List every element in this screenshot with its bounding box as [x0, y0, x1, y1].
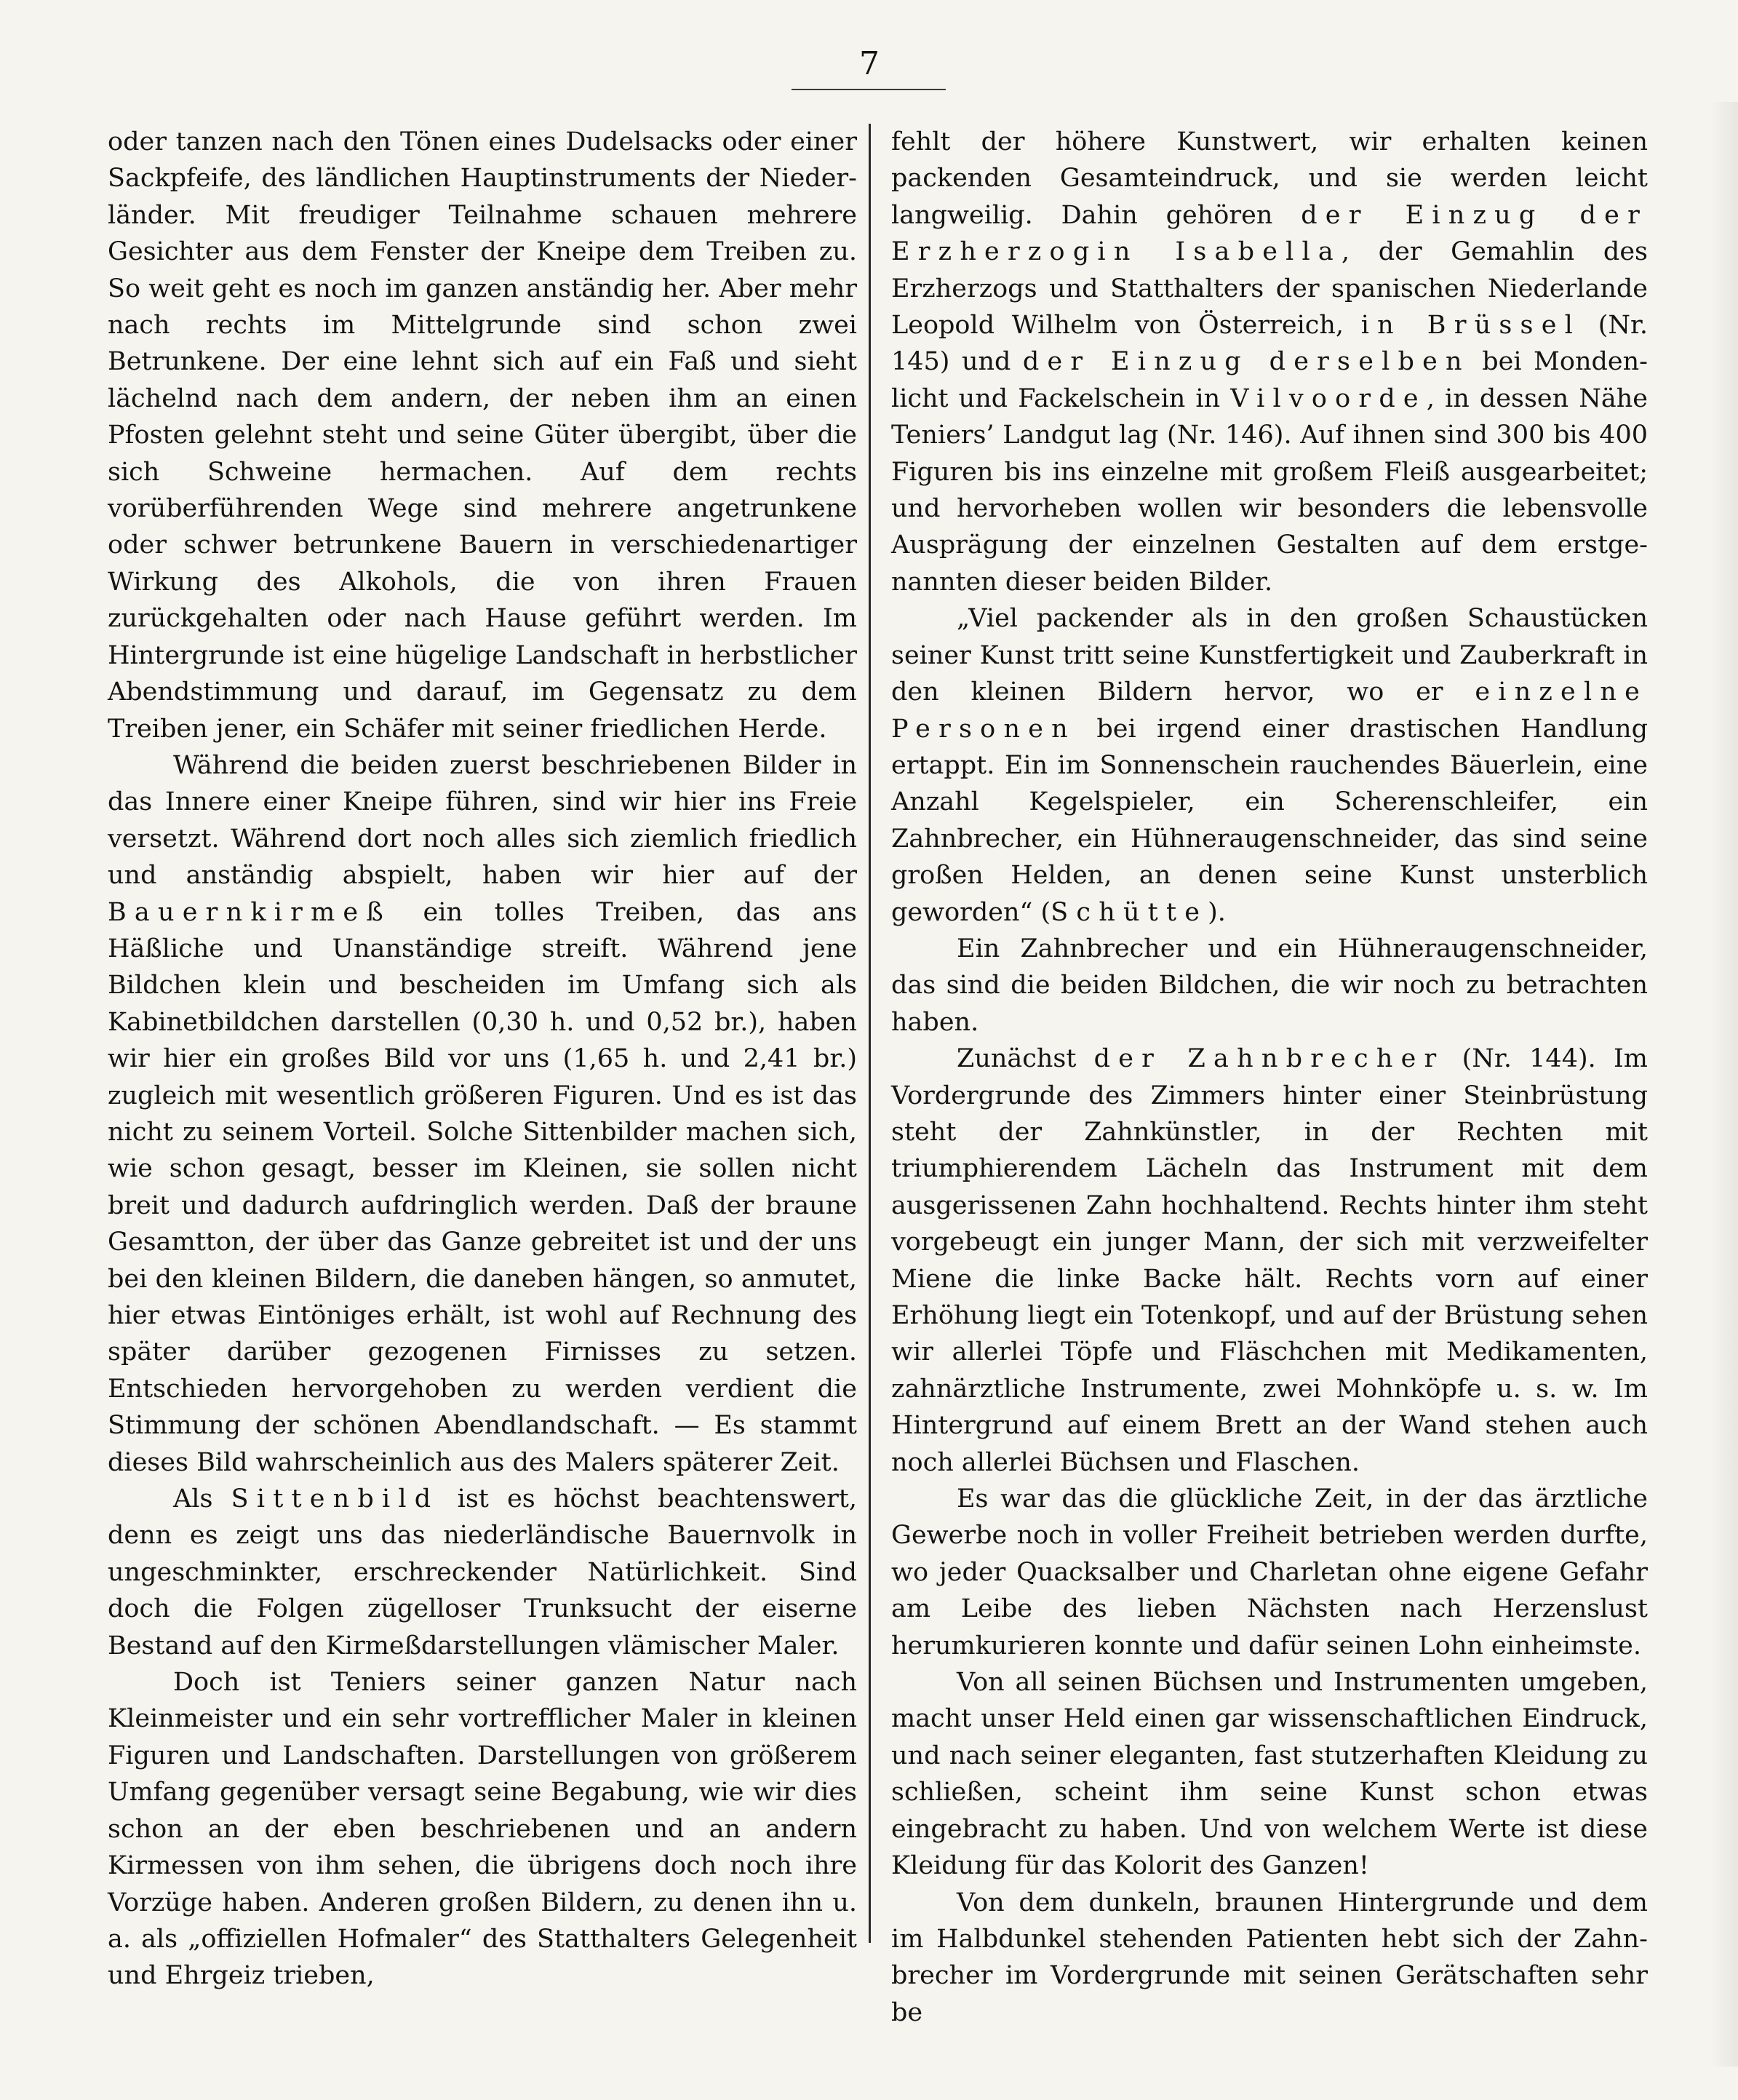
- text-run: ein tolles Treiben, das ans Häßliche und Unanständige streift. Während jene Bildchen klein und bescheiden im Umfang sich als Kabinetbildchen darstellen (0,30 h. und 0,52 br.), haben wir hier ein großes Bild vor uns (1,65 h. und 2,41 br.) zugleich mit wesentlich größeren Figuren. Und es ist das nicht zu seinem Vorteil. Solche Sittenbilder machen sich, wie schon gesagt, besser im Kleinen, sie sollen nicht breit und dadurch aufdringlich werden. Daß der braune Gesamtton, der über das Ganze gebreitet ist und der uns bei den kleinen Bildern, die daneben hängen, so anmutet, hier etwas Eintöniges erhält, ist wohl auf Rechnung des später darüber gezogenen Firnisses zu setzen. Entschieden hervorgehoben zu werden verdient die Stimmung der schönen Abendlandschaft. — Es stammt dieses Bild wahrscheinlich aus des Malers späterer Zeit.: [108, 897, 857, 1477]
- text-run: Als: [173, 1484, 231, 1514]
- text-run: Während die beiden zuerst beschriebenen Bilder in das Innere einer Kneipe führen, sind wir hier ins Freie versetzt. Während dort noch alles sich ziemlich friedlich und anständig abspielt, haben wir hier auf der: [108, 750, 857, 891]
- text-run: (Nr. 145) und: [891, 311, 1649, 377]
- text-run: fehlt der höhere Kunstwert, wir erhalten keinen packenden Gesamteindruck, und sie werden leicht langweilig. Dahin gehören: [891, 127, 1648, 230]
- spaced-emphasis: der Einzug der Erzherzogin Isabella: [891, 200, 1649, 267]
- paragraph: [108, 1481, 857, 1664]
- spaced-emphasis: Sittenbild: [231, 1484, 439, 1514]
- paragraph: oder tanzen nach den Tönen eines Dudelsacks oder einer Sackpfeife, des ländlichen Hauptinstruments der Niederländer. Mit freudiger Teilnahme schauen mehrere Gesichter aus dem Fenster der Kneipe dem Treiben zu. So weit geht es noch im ganzen anständig her. Aber mehr nach rechts im Mittelgrunde sind schon zwei Betrunkene. Der eine lehnt sich auf ein Faß und sieht lächelnd nach dem andern, der neben ihm an einen Pfosten gelehnt steht und seine Güter übergibt, über die sich Schweine hermachen. Auf dem rechts vorüberführenden Wege sind mehrere angetrunkene oder schwer betrunkene Bauern in verschiedenartiger Wirkung des Alkohols, die von ihren Frauen zurückgehalten oder nach Hause geführt werden. Im Hintergrunde ist eine hügelige Landschaft in herbstlicher Abendstimmung und darauf, im Gegensatz zu dem Treiben jener, ein Schäfer mit seiner friedlichen Herde.: [108, 127, 857, 744]
- spaced-emphasis: der Zahnbrecher: [1093, 1044, 1445, 1074]
- text-run: bei Mondenlicht und Fackelschein in: [891, 347, 1648, 413]
- spaced-emphasis: der Einzug derselben: [1022, 347, 1470, 377]
- text-run: Zunächst: [957, 1044, 1094, 1074]
- paragraph: Doch ist Teniers seiner ganzen Natur nach Kleinmeister und ein sehr vortrefflicher Maler in kleinen Figuren und Landschaften. Darstellungen von größerem Umfang gegenüber versagt seine Begabung, wie wir dies schon an der eben beschriebenen und an andern Kirmessen von ihm sehen, die übrigens doch noch ihre Vorzüge haben. Anderen großen Bildern, zu denen ihn u. a. als „offiziellen Hofmaler“ des Statthalters Gelegenheit und Ehrgeiz trieben,: [108, 1668, 857, 1991]
- spaced-emphasis: Bauernkirmeß: [108, 897, 391, 927]
- page-number: 7: [859, 45, 880, 82]
- paragraph: Von all seinen Büchsen und Instrumenten umgeben, macht unser Held einen gar wissenschaftlichen Eindruck, und nach seiner eleganten, fast stutzerhaften Kleidung zu schließen, scheint ihm seine Kunst schon etwas eingebracht zu haben. Und von welchem Werte ist diese Kleidung für das Kolorit des Ganzen!: [891, 1668, 1648, 1881]
- paragraph: [891, 1041, 1648, 1481]
- paragraph: [891, 124, 1648, 600]
- spaced-emphasis: Vilvoorde: [1230, 383, 1427, 413]
- column-divider: [869, 124, 871, 1943]
- text-run: ).: [1208, 897, 1226, 927]
- paragraph: [108, 747, 857, 1481]
- paragraph: Es war das die glückliche Zeit, in der das ärztliche Gewerbe noch in voller Freiheit betrieben werden durfte, wo jeder Quacksalber und Charletan ohne eigene Gefahr am Leibe des lieben Nächsten nach Herzenslust herumkurieren konnte und dafür seinen Lohn einheimste.: [891, 1484, 1648, 1660]
- paragraph: Von dem dunkeln, braunen Hintergrunde und dem im Halbdunkel stehenden Patienten hebt sich der Zahnbrecher im Vordergrunde mit seinen Gerätschaften sehr be: [891, 1888, 1648, 2027]
- text-run: „Viel packender als in den großen Schaustücken seiner Kunst tritt seine Kunstfertigkeit und Zauberkraft in den kleinen Bildern hervor, wo er: [891, 604, 1648, 707]
- left-column: [108, 124, 857, 1994]
- spaced-emphasis: einzelne Personen: [891, 677, 1648, 744]
- paragraph: Ein Zahnbrecher und ein Hühneraugenschneider, das sind die beiden Bildchen, die wir noch zu betrachten haben.: [891, 934, 1648, 1037]
- page-edge-shadow: [1710, 102, 1738, 2067]
- header-rule: [792, 89, 946, 90]
- paragraph: [891, 600, 1648, 931]
- right-column: [891, 124, 1648, 2031]
- text-run: , in dessen Nähe Teniers’ Landgut lag (Nr. 146). Auf ihnen sind 300 bis 400 Figuren bis ins einzelne mit großem Fleiß ausgearbeitet; und hervorheben wollen wir besonders die lebensvolle Ausprägung der einzelnen Gestalten auf dem erstgenannten dieser beiden Bilder.: [891, 383, 1649, 597]
- spaced-emphasis: Schütte: [1051, 897, 1208, 927]
- text-run: ist es höchst beachtenswert, denn es zeigt uns das niederländische Bauernvolk in ungeschminkter, erschreckender Natürlichkeit. Sind doch die Folgen zügelloser Trunksucht der eiserne Bestand auf den Kirmeßdarstellungen vlämischer Maler.: [108, 1484, 857, 1660]
- text-run: bei irgend einer drastischen Handlung ertappt. Ein im Sonnenschein rauchendes Bäuerlein, eine Anzahl Kegelspieler, ein Scherenschleifer, ein Zahnbrecher, ein Hühneraugenschneider, das sind seine großen Helden, an denen seine Kunst unsterblich geworden“ (: [891, 714, 1648, 927]
- text-run: , der Gemahlin des Erzherzogs und Statthalters der spanischen Niederlande Leopold Wilhelm von Österreich,: [891, 237, 1648, 341]
- text-run: (Nr. 144). Im Vordergrunde des Zimmers hinter einer Steinbrüstung steht der Zahnkünstler, in der Rechten mit triumphierendem Lächeln das Instrument mit dem ausgerissenen Zahn hochhaltend. Rechts hinter ihm steht vorgebeugt ein junger Mann, der sich mit verzweifelter Miene die linke Backe hält. Rechts vorn auf einer Erhöhung liegt ein Totenkopf, und auf der Brüstung sehen wir allerlei Töpfe und Fläschchen mit Medikamenten, zahnärztliche Instrumente, zwei Mohnköpfe u. s. w. Im Hintergrund auf einem Brett an der Wand stehen auch noch allerlei Büchsen und Flaschen.: [891, 1044, 1648, 1477]
- spaced-emphasis: in Brüssel: [1360, 311, 1582, 341]
